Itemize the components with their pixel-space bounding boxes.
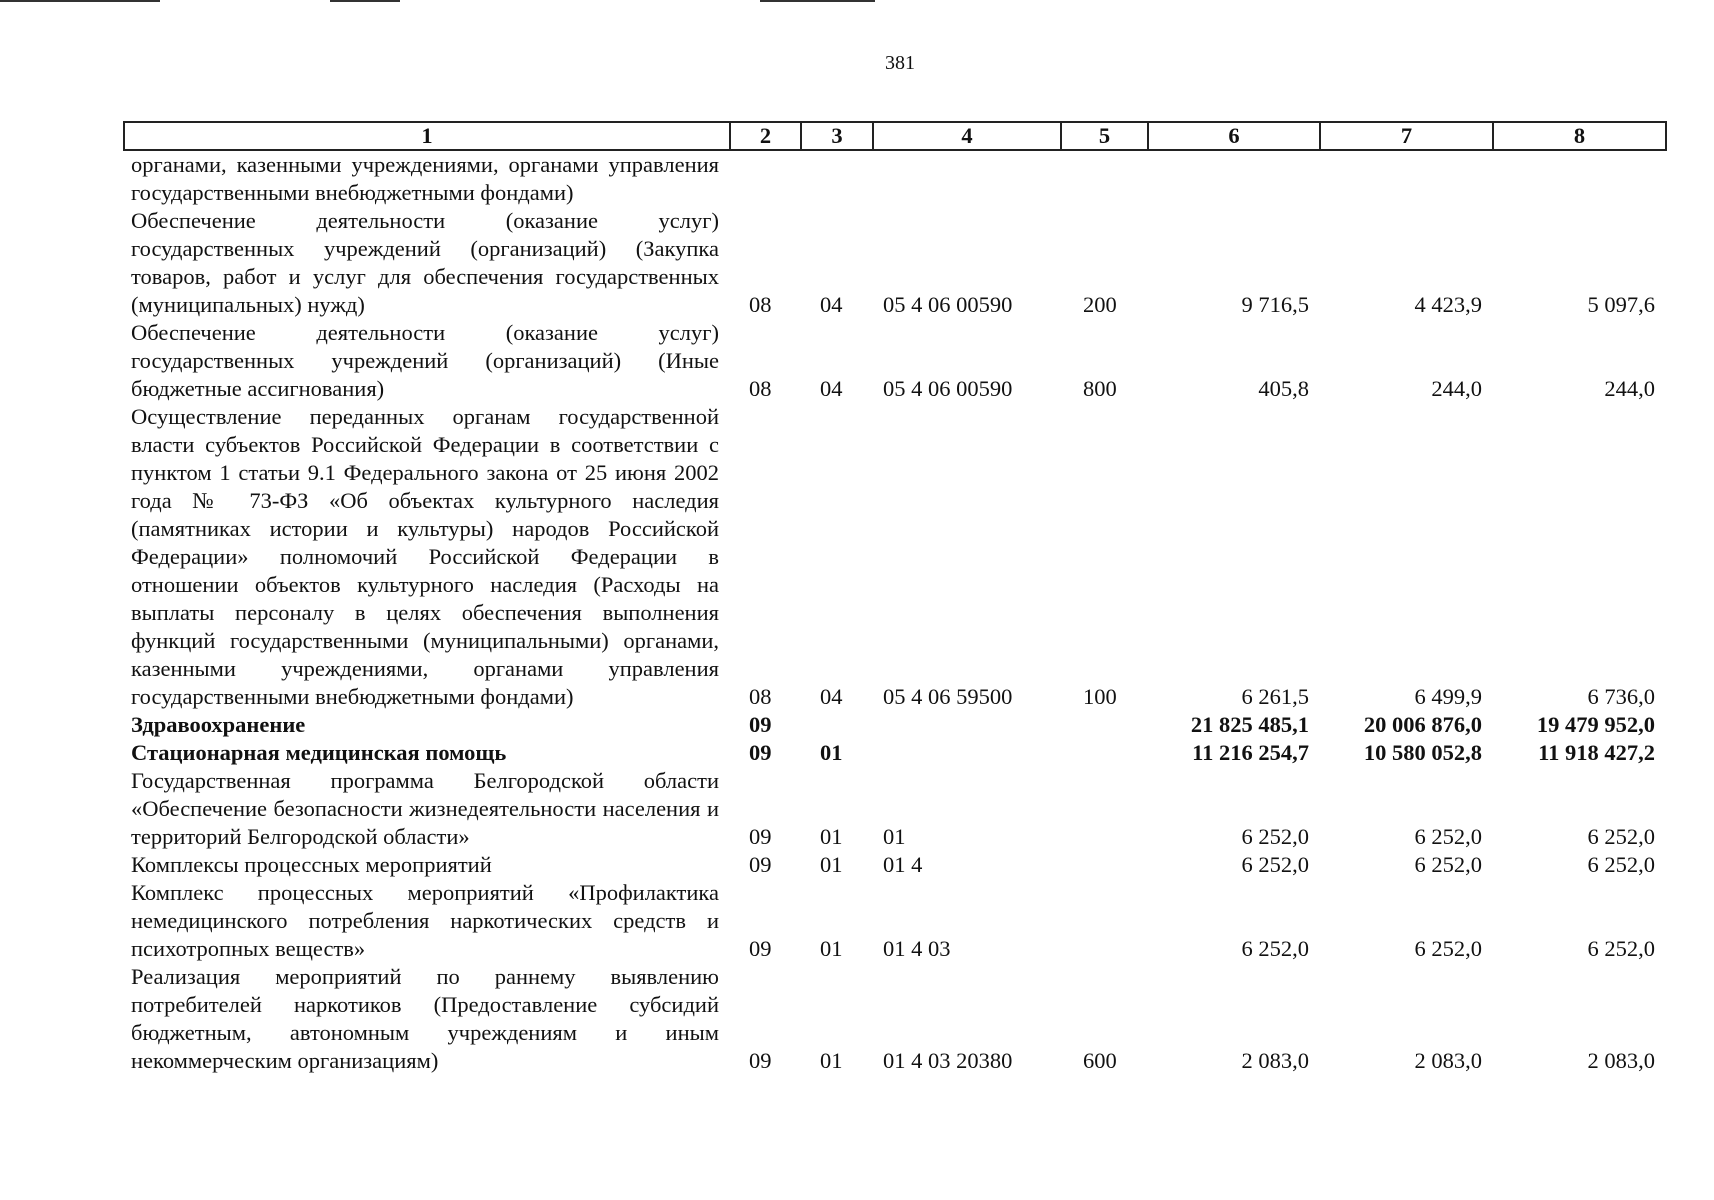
expense-type-cell bbox=[1061, 767, 1148, 851]
item-name-cell: Комплекс процессных мероприятий «Профилактика немедицинского потребления наркотических средств и психотропных веществ» bbox=[131, 880, 719, 961]
amount-col7-cell: 6 252,0 bbox=[1414, 936, 1482, 961]
expense-type-cell: 800 bbox=[1083, 376, 1117, 401]
subsection-code-cell: 01 bbox=[820, 740, 843, 765]
table-row bbox=[124, 319, 1666, 403]
amount-col8-cell bbox=[1493, 150, 1666, 207]
expense-type-cell bbox=[1061, 879, 1148, 963]
subsection-code-cell: 01 bbox=[820, 824, 843, 849]
table-row bbox=[124, 851, 1666, 879]
amount-col6-cell: 21 825 485,1 bbox=[1190, 712, 1309, 737]
target-article-cell bbox=[873, 711, 1061, 739]
target-article-cell: 01 4 bbox=[883, 852, 923, 877]
amount-col7-cell: 10 580 052,8 bbox=[1363, 740, 1482, 765]
item-name-cell: Комплексы процессных мероприятий bbox=[131, 852, 492, 877]
amount-col8-cell: 6 252,0 bbox=[1587, 852, 1655, 877]
target-article-cell: 01 4 03 bbox=[883, 936, 951, 961]
subsection-code-cell: 01 bbox=[820, 936, 843, 961]
table-row bbox=[124, 207, 1666, 319]
target-article-cell: 05 4 06 59500 bbox=[883, 684, 1013, 709]
amount-col6-cell: 6 252,0 bbox=[1241, 824, 1309, 849]
subsection-code-cell: 01 bbox=[820, 1048, 843, 1073]
amount-col7-cell: 2 083,0 bbox=[1414, 1048, 1482, 1073]
amount-col7-cell: 20 006 876,0 bbox=[1363, 712, 1482, 737]
page-number: 381 bbox=[885, 52, 915, 74]
table-row bbox=[124, 711, 1666, 739]
item-name-cell: Государственная программа Белгородской области «Обеспечение безопасности жизнедеятельности населения и территорий Белгородской области» bbox=[131, 768, 719, 849]
budget-table bbox=[123, 121, 1667, 1075]
expense-type-cell bbox=[1061, 739, 1148, 767]
section-code-cell: 08 bbox=[749, 376, 772, 401]
amount-col6-cell: 2 083,0 bbox=[1241, 1048, 1309, 1073]
amount-col7-cell bbox=[1320, 150, 1493, 207]
subsection-code-cell bbox=[801, 711, 873, 739]
scan-edge-line bbox=[330, 0, 400, 2]
table-row bbox=[124, 150, 1666, 207]
amount-col6-cell: 6 252,0 bbox=[1241, 936, 1309, 961]
table-row bbox=[124, 403, 1666, 711]
expense-type-cell bbox=[1061, 711, 1148, 739]
column-header: 2 bbox=[730, 122, 801, 150]
column-header: 6 bbox=[1148, 122, 1320, 150]
section-code-cell bbox=[730, 150, 801, 207]
expense-type-cell: 100 bbox=[1083, 684, 1117, 709]
amount-col6-cell: 6 252,0 bbox=[1241, 852, 1309, 877]
section-code-cell: 09 bbox=[749, 1048, 772, 1073]
amount-col7-cell: 6 252,0 bbox=[1414, 852, 1482, 877]
amount-col8-cell: 6 736,0 bbox=[1587, 684, 1655, 709]
target-article-cell: 01 4 03 20380 bbox=[883, 1048, 1013, 1073]
target-article-cell: 05 4 06 00590 bbox=[883, 376, 1013, 401]
amount-col7-cell: 6 252,0 bbox=[1414, 824, 1482, 849]
column-header: 1 bbox=[124, 122, 730, 150]
section-code-cell: 09 bbox=[749, 824, 772, 849]
section-code-cell: 08 bbox=[749, 292, 772, 317]
target-article-cell: 05 4 06 00590 bbox=[883, 292, 1013, 317]
amount-col7-cell: 244,0 bbox=[1431, 376, 1482, 401]
amount-col6-cell bbox=[1148, 150, 1320, 207]
subsection-code-cell: 04 bbox=[820, 684, 843, 709]
amount-col8-cell: 6 252,0 bbox=[1587, 824, 1655, 849]
subsection-code-cell: 04 bbox=[820, 376, 843, 401]
column-header: 3 bbox=[801, 122, 873, 150]
target-article-cell bbox=[873, 150, 1061, 207]
subsection-code-cell bbox=[801, 150, 873, 207]
amount-col8-cell: 19 479 952,0 bbox=[1536, 712, 1655, 737]
item-name-cell: органами, казенными учреждениями, органами управления государственными внебюджетными фондами) bbox=[131, 152, 719, 205]
amount-col8-cell: 11 918 427,2 bbox=[1538, 740, 1655, 765]
subsection-code-cell: 04 bbox=[820, 292, 843, 317]
column-header: 7 bbox=[1320, 122, 1493, 150]
budget-table-wrapper bbox=[123, 121, 1665, 1075]
table-row bbox=[124, 963, 1666, 1075]
expense-type-cell bbox=[1061, 851, 1148, 879]
table-row bbox=[124, 739, 1666, 767]
item-name-cell: Реализация мероприятий по раннему выявлению потребителей наркотиков (Предоставление субсидий бюджетным, автономным учреждениям и иным некоммерческим организациям) bbox=[131, 964, 719, 1073]
column-header: 4 bbox=[873, 122, 1061, 150]
subsection-code-cell: 01 bbox=[820, 852, 843, 877]
expense-type-cell: 600 bbox=[1083, 1048, 1117, 1073]
amount-col8-cell: 2 083,0 bbox=[1587, 1048, 1655, 1073]
item-name-cell: Осуществление переданных органам государственной власти субъектов Российской Федерации в соответствии с пунктом 1 статьи 9.1 Федерального закона от 25 июня 2002 года № 73-ФЗ «Об объектах культурного наследия (памятниках истории и культуры) народов Российской Федерации» полномочий Российской Федерации в отношении объектов культурного наследия (Расходы на выплаты персоналу в целях обеспечения выполнения функций государственными (муниципальными) органами, казенными учреждениями, органами управления государственными внебюджетными фондами) bbox=[131, 404, 719, 709]
expense-type-cell: 200 bbox=[1083, 292, 1117, 317]
column-header: 8 bbox=[1493, 122, 1666, 150]
section-code-cell: 09 bbox=[749, 852, 772, 877]
section-code-cell: 09 bbox=[749, 712, 772, 737]
amount-col6-cell: 6 261,5 bbox=[1241, 684, 1309, 709]
scan-edge-line bbox=[0, 0, 160, 2]
table-row bbox=[124, 879, 1666, 963]
amount-col8-cell: 5 097,6 bbox=[1587, 292, 1655, 317]
column-header: 5 bbox=[1061, 122, 1148, 150]
item-name-cell: Стационарная медицинская помощь bbox=[131, 740, 507, 765]
amount-col8-cell: 6 252,0 bbox=[1587, 936, 1655, 961]
item-name-cell: Обеспечение деятельности (оказание услуг) государственных учреждений (организаций) (Иные бюджетные ассигнования) bbox=[131, 320, 719, 401]
section-code-cell: 09 bbox=[749, 740, 772, 765]
item-name-cell: Здравоохранение bbox=[131, 712, 306, 737]
table-row bbox=[124, 767, 1666, 851]
amount-col8-cell: 244,0 bbox=[1604, 376, 1655, 401]
amount-col6-cell: 405,8 bbox=[1258, 376, 1309, 401]
column-number-row bbox=[124, 122, 1666, 150]
scan-edge-line bbox=[760, 0, 875, 2]
section-code-cell: 09 bbox=[749, 936, 772, 961]
expense-type-cell bbox=[1061, 150, 1148, 207]
amount-col7-cell: 4 423,9 bbox=[1414, 292, 1482, 317]
amount-col7-cell: 6 499,9 bbox=[1414, 684, 1482, 709]
amount-col6-cell: 9 716,5 bbox=[1241, 292, 1309, 317]
item-name-cell: Обеспечение деятельности (оказание услуг) государственных учреждений (организаций) (Закупка товаров, работ и услуг для обеспечения государственных (муниципальных) нужд) bbox=[131, 208, 719, 317]
section-code-cell: 08 bbox=[749, 684, 772, 709]
target-article-cell: 01 bbox=[883, 824, 906, 849]
amount-col6-cell: 11 216 254,7 bbox=[1192, 740, 1309, 765]
target-article-cell bbox=[873, 739, 1061, 767]
